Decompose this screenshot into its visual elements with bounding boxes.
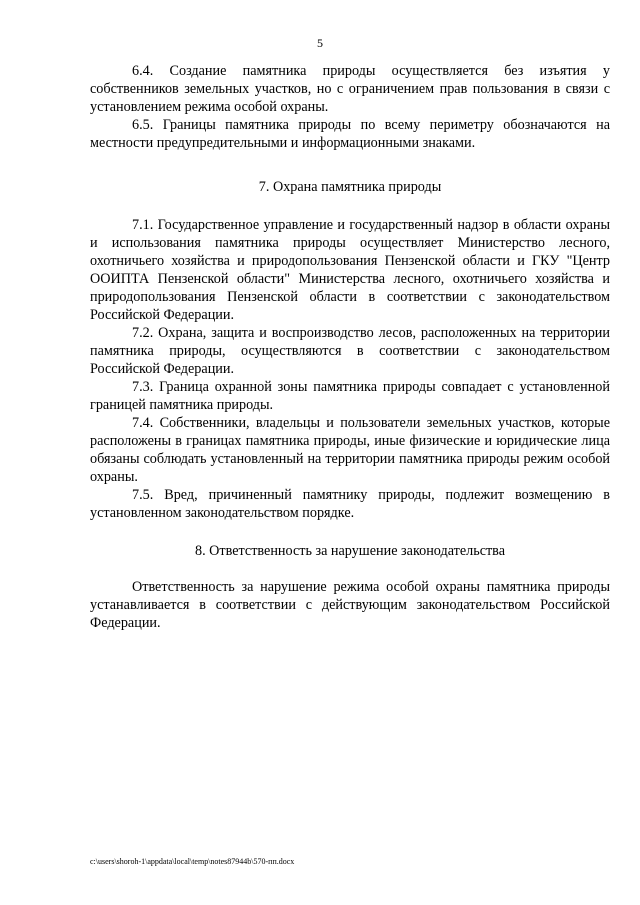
paragraph-7-2: 7.2. Охрана, защита и воспроизводство лесов, расположенных на территории памятника природы, осуществляются в соответствии с законодательством Российской Федерации. xyxy=(90,325,610,377)
paragraph-8-responsibility: Ответственность за нарушение режима особой охраны памятника природы устанавливается в соответствии с действующим законодательством Российской Федерации. xyxy=(90,579,610,631)
paragraph-7-4: 7.4. Собственники, владельцы и пользователи земельных участков, которые расположены в границах памятника природы, иные физические и юридические лица обязаны соблюдать установленный на территории памятника природы режим особой охраны. xyxy=(90,415,610,485)
paragraph-7-1: 7.1. Государственное управление и государственный надзор в области охраны и использования памятника природы осуществляет Министерство лесного, охотничьего хозяйства и природопользования Пензенской области и ГКУ "Центр ООИПТА Пензенской области" Министерства лесного, охотничьего хозяйства и природопользования Пензенской области в соответствии с законодательством Российской Федерации. xyxy=(90,217,610,323)
page-number: 5 xyxy=(317,36,323,50)
paragraph-7-5: 7.5. Вред, причиненный памятнику природы, подлежит возмещению в установленном законодательством порядке. xyxy=(90,487,610,521)
footer-file-path: c:\users\shoroh-1\appdata\local\temp\notes87944b\570-пп.docx xyxy=(90,857,295,866)
paragraph-6-4: 6.4. Создание памятника природы осуществляется без изъятия у собственников земельных участков, но с ограничением прав пользования в связи с установлением режима особой охраны. xyxy=(90,63,610,115)
section-7-heading: 7. Охрана памятника природы xyxy=(258,179,442,195)
document-body xyxy=(90,62,610,632)
paragraph-6-5: 6.5. Границы памятника природы по всему периметру обозначаются на местности предупредительными и информационными знаками. xyxy=(90,117,610,151)
section-8-heading: 8. Ответственность за нарушение законодательства xyxy=(194,543,505,559)
paragraph-7-3: 7.3. Граница охранной зоны памятника природы совпадает с установленной границей памятника природы. xyxy=(90,379,610,413)
